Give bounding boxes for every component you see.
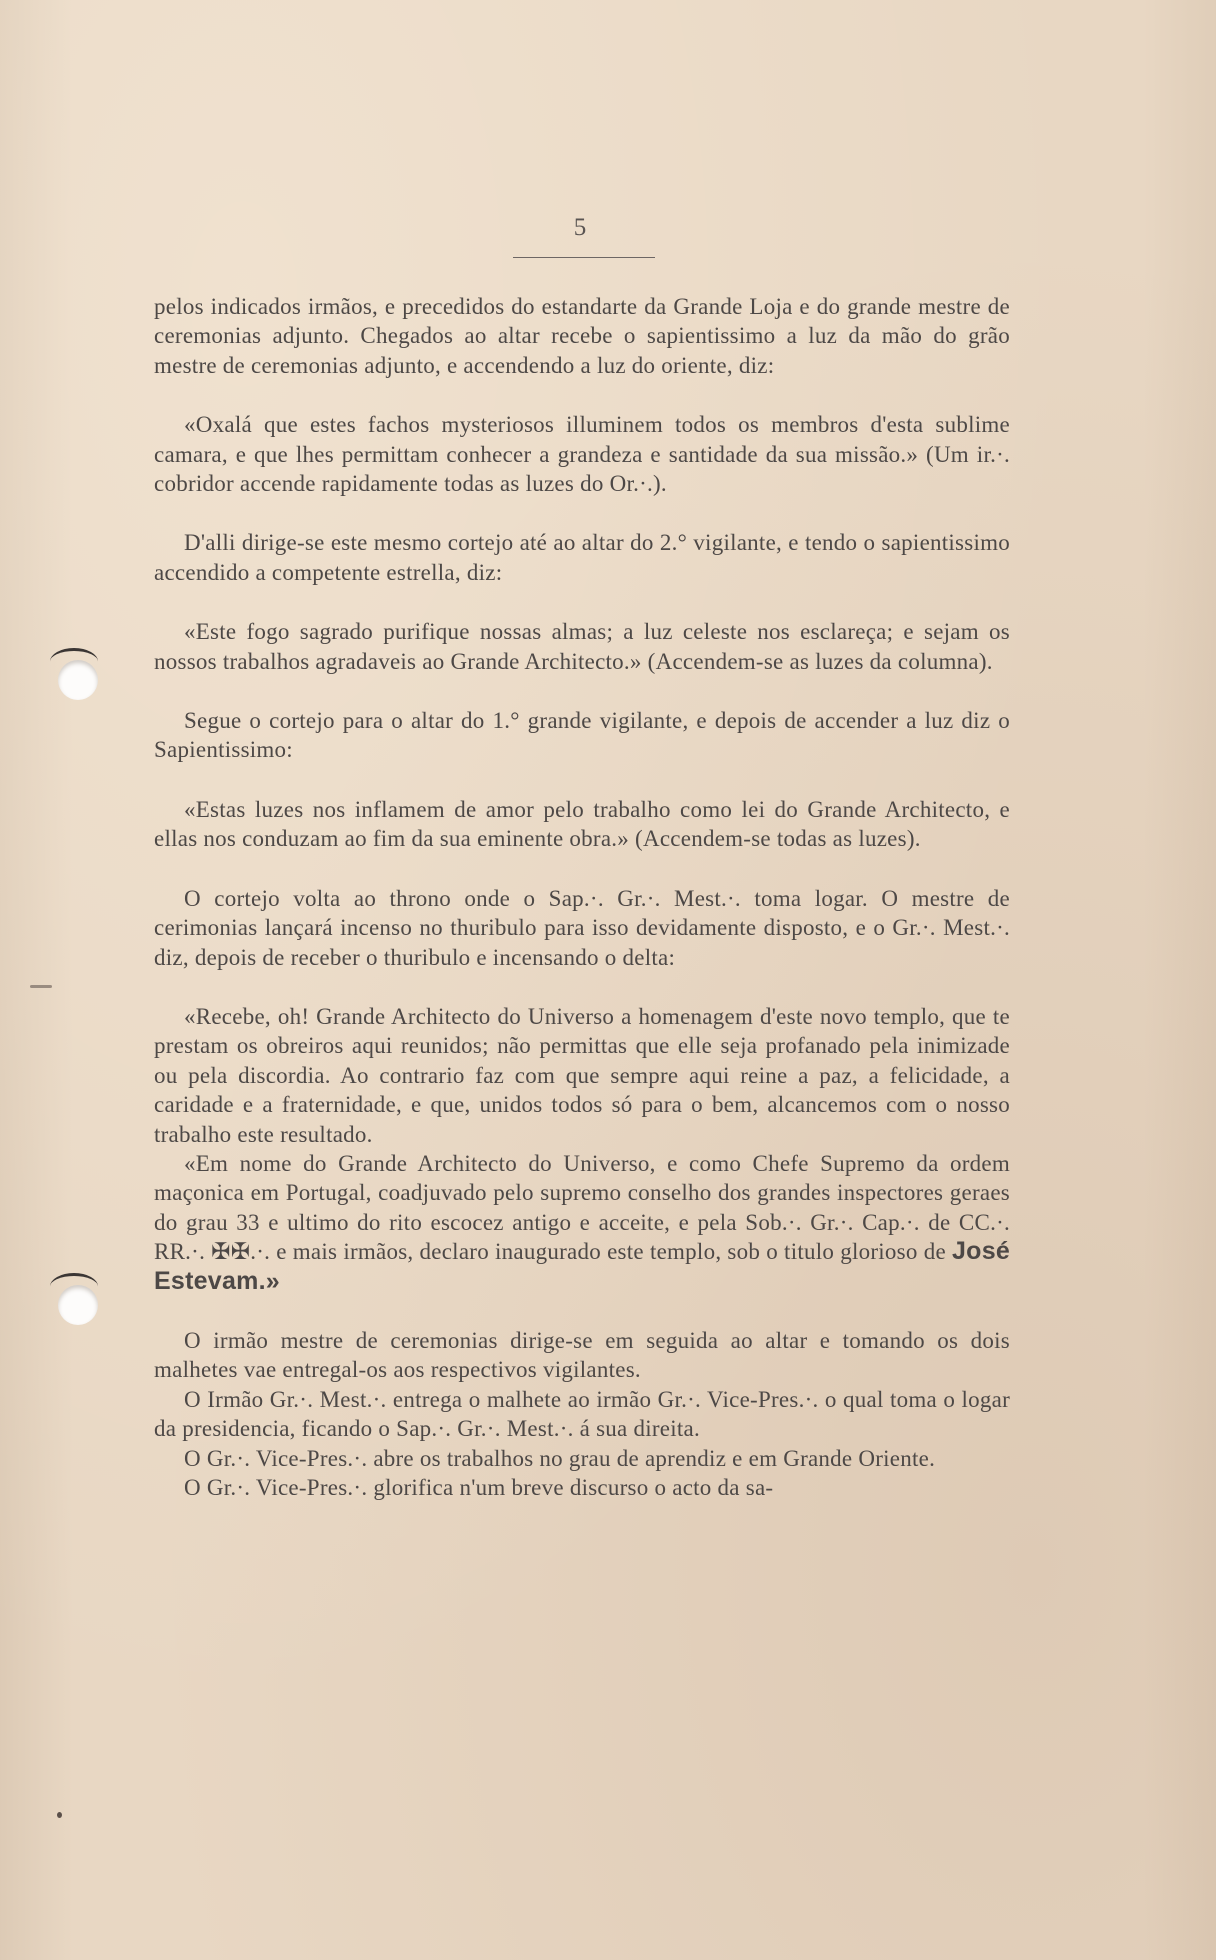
body-text bbox=[154, 292, 1010, 1502]
paragraph: O Gr.·. Vice-Pres.·. abre os trabalhos no grau de aprendiz e em Grande Oriente. bbox=[184, 1445, 936, 1471]
paragraph bbox=[154, 1149, 1010, 1296]
paragraph: O Irmão Gr.·. Mest.·. entrega o malhete ao irmão Gr.·. Vice-Pres.·. o qual toma o logar da presidencia, ficando o Sap.·. Gr.·. Mest.·. á sua direita. bbox=[154, 1386, 1010, 1442]
paragraph: «Este fogo sagrado purifique nossas almas; a luz celeste nos esclareça; e sejam os nossos trabalhos agradaveis ao Grande Architecto.» (Accendem-se as luzes da columna). bbox=[154, 619, 1010, 674]
paragraph: D'alli dirige-se este mesmo cortejo até ao altar do 2.° vigilante, e tendo o sapientissimo accendido a competente estrella, diz: bbox=[154, 530, 1010, 585]
paragraph: O irmão mestre de ceremonias dirige-se em seguida ao altar e tomando os dois malhetes vae entregal-os aos respectivos vigilantes. bbox=[154, 1327, 1010, 1383]
paragraph: «Oxalá que estes fachos mysteriosos illuminem todos os membros d'esta sublime camara, e que lhes permittam conhecer a grandeza e santidade da sua missão.» (Um ir.·. cobridor accende rapidamente todas as luzes do Or.·.). bbox=[154, 412, 1010, 497]
binder-hole-top bbox=[58, 660, 98, 700]
paragraph-text: «Em nome do Grande Architecto do Universo, e como Chefe Supremo da ordem maçonica em Portugal, coadjuvado pelo supremo conselho dos grandes inspectores geraes do grau 33 e ultimo do rito escocez antigo e acceite, e pela Sob.·. Gr.·. Cap.·. de CC.·. RR.·. ✠✠.·. e mais irmãos, declaro inaugurado este templo, sob o titulo glorioso de bbox=[154, 1150, 1010, 1265]
paragraph: «Recebe, oh! Grande Architecto do Universo a homenagem d'este novo templo, que te prestam os obreiros aqui reunidos; não permittas que elle seja profanado pela inimizade ou pela discordia. Ao contrario faz com que sempre aqui reine a paz, a felicidade, a caridade e a fraternidade, e que, unidos todos só para o bem, alcancemos com o nosso trabalho este resultado. bbox=[154, 1003, 1010, 1147]
paragraph: Segue o cortejo para o altar do 1.° grande vigilante, e depois de accender a luz diz o Sapientissimo: bbox=[154, 708, 1010, 763]
page-number-rule bbox=[513, 257, 655, 258]
ink-speck bbox=[57, 1812, 62, 1818]
binder-hole-bottom bbox=[58, 1285, 98, 1325]
ink-speck bbox=[30, 985, 52, 988]
paragraph: «Estas luzes nos inflamem de amor pelo trabalho como lei do Grande Architecto, e ellas nos conduzam ao fim da sua eminente obra.» (Accendem-se todas as luzes). bbox=[154, 796, 1010, 852]
page-number: 5 bbox=[573, 214, 587, 241]
paragraph: O Gr.·. Vice-Pres.·. glorifica n'um breve discurso o acto da sa- bbox=[184, 1475, 774, 1500]
temple-name: José Estevam.» bbox=[154, 1237, 1011, 1295]
paragraph: pelos indicados irmãos, e precedidos do estandarte da Grande Loja e do grande mestre de ceremonias adjunto. Chegados ao altar recebe o sapientissimo a luz da mão do grão mestre de ceremonias adjunto, e accendendo a luz do oriente, diz: bbox=[154, 294, 1010, 378]
paragraph: O cortejo volta ao throno onde o Sap.·. Gr.·. Mest.·. toma logar. O mestre de cerimonias lançará incenso no thuribulo para isso devidamente disposto, e o Gr.·. Mest.·. diz, depois de receber o thuribulo e incensando o delta: bbox=[154, 885, 1010, 970]
